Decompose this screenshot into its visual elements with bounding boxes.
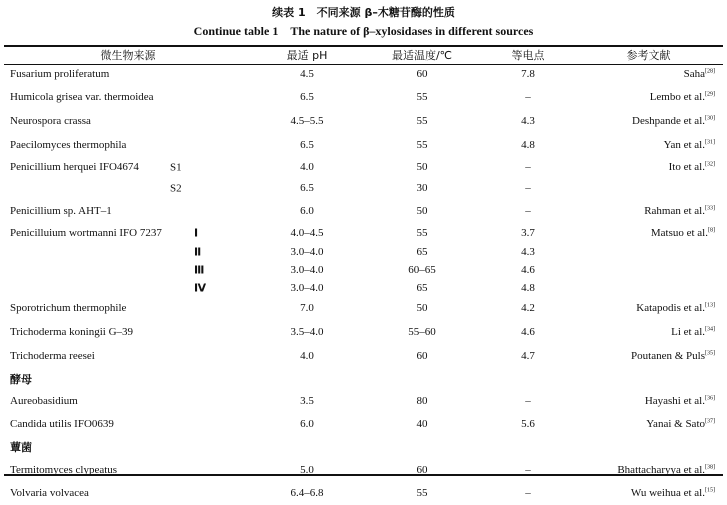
cell-organism: [4, 109, 252, 133]
header-temperature: 最适温度/℃: [391, 49, 453, 62]
reference-number: [34]: [705, 325, 715, 332]
cell-organism: [4, 178, 252, 199]
cell-temperature: 60–65: [408, 263, 436, 276]
cell-organism: [4, 390, 252, 412]
table-row: [4, 482, 723, 505]
header-ph: 最适 pH: [286, 49, 328, 62]
organism-name: Aureobasidium: [10, 394, 78, 407]
cell-temperature: 65: [416, 281, 428, 294]
cell-ph: 6.5: [300, 182, 314, 194]
table-row: [4, 178, 723, 199]
cell-organism: [4, 64, 252, 85]
reference-number: [15]: [705, 487, 715, 494]
table-row: [4, 458, 723, 482]
cell-temperature: 55: [416, 114, 428, 127]
organism-name: Candida utilis IFO0639: [10, 417, 114, 430]
organism-name: Trichoderma koningii G–39: [10, 325, 134, 338]
table-row: [4, 344, 723, 368]
cell-temperature: 55: [416, 138, 428, 151]
cell-isoelectric-point: 5.6: [521, 417, 535, 430]
table-row: [4, 261, 723, 279]
table-row: [4, 390, 723, 412]
organism-name: Trichoderma reesei: [10, 349, 95, 362]
cell-isoelectric-point: 4.8: [521, 281, 535, 294]
reference-text: Ito et al.: [668, 161, 705, 173]
cell-organism: [4, 297, 252, 320]
reference-text: Katapodis et al.: [636, 302, 705, 314]
table-row: [4, 297, 723, 320]
cell-organism: [4, 85, 252, 109]
cell-ph: 3.5–4.0: [290, 325, 324, 338]
cell-temperature: 50: [416, 161, 428, 173]
table-row: [4, 85, 723, 109]
cell-reference: [574, 223, 723, 243]
organism-name: Humicola grisea var. thermoidea: [10, 90, 154, 103]
cell-organism: [4, 279, 252, 297]
cell-isoelectric-point: 4.3: [521, 245, 535, 258]
table-row: [4, 412, 723, 436]
header-reference: 参考文献: [626, 49, 671, 62]
cell-temperature: 30: [416, 182, 428, 194]
table-row: [4, 279, 723, 297]
organism-name: Paecilomyces thermophila: [10, 138, 127, 151]
cell-reference: [574, 320, 723, 344]
organism-name: Termitomyces clypeatus: [10, 463, 118, 476]
reference-text: Saha: [683, 68, 705, 80]
table-row: [4, 223, 723, 243]
reference-text: Deshpande et al.: [632, 114, 705, 127]
cell-temperature: 40: [416, 417, 428, 430]
cell-temperature: 55: [416, 90, 428, 103]
reference-text: Li et al.: [671, 325, 705, 338]
organism-name: Sporotrichum thermophile: [10, 302, 127, 314]
table-row: [4, 133, 723, 157]
cell-organism: [4, 133, 252, 157]
reference-text: Wu weihua et al.: [630, 487, 705, 499]
isoform-label: Ⅳ: [194, 281, 207, 295]
cell-reference: [574, 344, 723, 368]
table-row: [4, 64, 723, 85]
cell-isoelectric-point: 4.2: [521, 302, 535, 314]
organism-name: Penicilluium wortmanni IFO 7237: [10, 226, 162, 239]
cell-ph: 6.0: [300, 417, 314, 430]
cell-isoelectric-point: –: [525, 394, 531, 407]
cell-isoelectric-point: –: [525, 90, 531, 103]
cell-ph: 6.0: [300, 204, 314, 217]
cell-ph: 6.5: [300, 138, 314, 151]
isoform-label: Ⅱ: [194, 245, 202, 259]
cell-isoelectric-point: 4.7: [521, 349, 535, 362]
reference-text: Yanai & Sato: [646, 417, 705, 430]
cell-ph: 7.0: [300, 302, 314, 314]
reference-number: [37]: [705, 417, 715, 424]
cell-organism: [4, 344, 252, 368]
cell-ph: 3.0–4.0: [290, 263, 324, 276]
cell-ph: 4.0–4.5: [290, 226, 324, 239]
cell-isoelectric-point: –: [525, 182, 531, 194]
cell-isoelectric-point: 4.6: [521, 325, 535, 338]
table-row: [4, 320, 723, 344]
group-row: [4, 436, 723, 458]
cell-isoelectric-point: 4.8: [521, 138, 535, 151]
cell-reference: [574, 85, 723, 109]
cell-reference: [574, 261, 723, 279]
cell-organism: [4, 243, 252, 261]
cell-organism: [4, 320, 252, 344]
organism-name: Neurospora crassa: [10, 114, 91, 127]
cell-temperature: 55: [416, 226, 428, 239]
cell-ph: 4.5–5.5: [290, 114, 324, 127]
reference-number: [38]: [705, 463, 715, 470]
cell-isoelectric-point: –: [525, 463, 531, 476]
cell-reference: [574, 133, 723, 157]
reference-number: [13]: [705, 302, 715, 309]
cell-organism: [4, 412, 252, 436]
cell-reference: [574, 243, 723, 261]
cell-temperature: 50: [416, 302, 428, 314]
cell-ph: 4.5: [300, 68, 314, 80]
cell-ph: 6.4–6.8: [290, 487, 324, 499]
group-row: [4, 368, 723, 390]
group-label: 蕈菌: [10, 440, 32, 454]
organism-name: Fusarium proliferatum: [10, 68, 110, 80]
reference-text: Bhattacharyya et al.: [617, 463, 705, 476]
strain-label: S1: [170, 161, 182, 173]
cell-organism: [4, 223, 252, 243]
group-label: 酵母: [10, 372, 32, 386]
cell-reference: [574, 458, 723, 482]
cell-isoelectric-point: 3.7: [521, 226, 535, 239]
header-isoelectric-point: 等电点: [511, 49, 545, 62]
reference-number: [30]: [705, 114, 715, 121]
reference-text: Yan et al.: [663, 138, 705, 151]
cell-temperature: 80: [416, 394, 428, 407]
reference-text: Rahman et al.: [644, 204, 705, 217]
reference-text: Matsuo et al.: [650, 226, 708, 239]
cell-temperature: 55–60: [408, 325, 436, 338]
organism-name: Penicillium sp. AHT–1: [10, 204, 112, 217]
table-row: [4, 199, 723, 223]
reference-number: [32]: [705, 161, 715, 168]
reference-text: Hayashi et al.: [644, 394, 705, 407]
cell-organism: [4, 458, 252, 482]
cell-isoelectric-point: –: [525, 161, 531, 173]
cell-reference: [574, 109, 723, 133]
reference-number: [33]: [705, 204, 715, 211]
cell-ph: 6.5: [300, 90, 314, 103]
table-body: [4, 47, 723, 505]
cell-temperature: 65: [416, 245, 428, 258]
cell-organism: [4, 157, 252, 178]
reference-text: Poutanen & Puls: [631, 349, 705, 362]
cell-ph: 4.0: [300, 161, 314, 173]
cell-temperature: 50: [416, 204, 428, 217]
cell-temperature: 55: [416, 487, 428, 499]
cell-reference: [574, 199, 723, 223]
cell-reference: [574, 482, 723, 505]
cell-isoelectric-point: 7.8: [521, 68, 535, 80]
organism-name: Penicillium herquei IFO4674: [10, 161, 139, 173]
cell-isoelectric-point: 4.6: [521, 263, 535, 276]
cell-organism: [4, 199, 252, 223]
cell-reference: [574, 178, 723, 199]
cell-isoelectric-point: –: [525, 487, 531, 499]
table-row: [4, 109, 723, 133]
cell-ph: 4.0: [300, 349, 314, 362]
cell-temperature: 60: [416, 349, 428, 362]
cell-reference: [574, 279, 723, 297]
data-table: [4, 47, 723, 505]
cell-temperature: 60: [416, 463, 428, 476]
reference-number: [31]: [705, 138, 715, 145]
reference-number: [36]: [705, 394, 715, 401]
cell-isoelectric-point: 4.3: [521, 114, 535, 127]
cell-isoelectric-point: –: [525, 204, 531, 217]
header-row: [4, 47, 723, 64]
cell-organism: [4, 261, 252, 279]
cell-reference: [574, 412, 723, 436]
reference-number: [29]: [705, 90, 715, 97]
strain-label: S2: [170, 182, 182, 194]
cell-ph: 5.0: [300, 463, 314, 476]
cell-temperature: 60: [416, 68, 428, 80]
table-row: [4, 243, 723, 261]
table-title-en: Continue table 1 The nature of β–xylosidases in different sources: [193, 24, 534, 38]
isoform-label: Ⅰ: [194, 226, 199, 240]
cell-organism: [4, 482, 252, 505]
reference-number: [28]: [705, 68, 715, 75]
reference-number: [35]: [705, 349, 715, 356]
organism-name: Volvaria volvacea: [10, 487, 89, 499]
reference-number: [8]: [708, 226, 715, 233]
cell-reference: [574, 157, 723, 178]
cell-ph: 3.5: [300, 394, 314, 407]
header-source: 微生物来源: [100, 49, 156, 62]
isoform-label: Ⅲ: [194, 263, 205, 277]
cell-ph: 3.0–4.0: [290, 245, 324, 258]
cell-reference: [574, 297, 723, 320]
cell-ph: 3.0–4.0: [290, 281, 324, 294]
table-title-cn: 续表 1 不同来源 β–木糖苷酶的性质: [272, 6, 455, 19]
cell-reference: [574, 390, 723, 412]
table-row: [4, 157, 723, 178]
cell-reference: [574, 64, 723, 85]
reference-text: Lembo et al.: [649, 90, 705, 103]
